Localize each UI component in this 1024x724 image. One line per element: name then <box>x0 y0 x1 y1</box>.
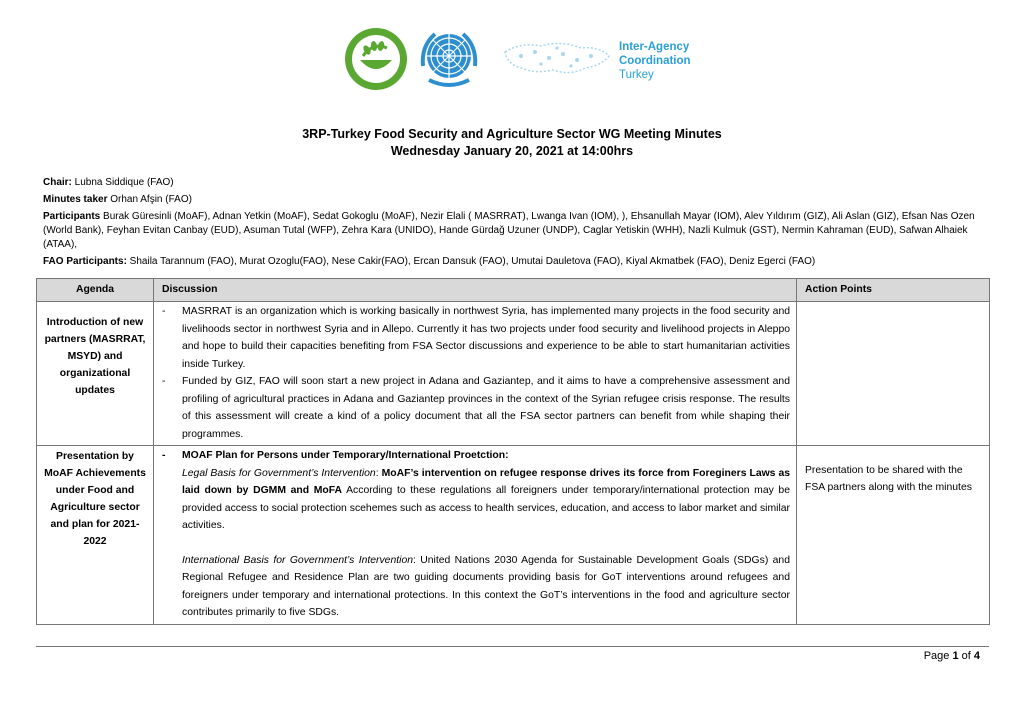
table-row <box>37 446 990 625</box>
logo-text-line: Turkey <box>619 69 654 81</box>
chair-line <box>43 176 985 190</box>
fao-participants-line <box>43 255 985 269</box>
discussion-bullet: - Funded by GIZ, FAO will soon start a new project in Adana and Gaziantep, and it aims to have a comprehensive assessment and profiling of agricultural practices in Adana and Gaziantep provinces in the context of the Syrian refugee crisis response. The results of this assessment will create a kind of a policy document that all the FSA sector partners can benefit from while shaping their programmes. <box>160 373 790 443</box>
page-prefix: Page <box>923 650 953 662</box>
page-total: 4 <box>973 650 980 662</box>
discussion-header: Discussion <box>154 279 797 302</box>
legal-basis-bold: MoAF’s intervention on refugee response drives its force from Foreginers Laws as laid down by DGMM and MoFA <box>182 467 791 496</box>
minutes-taker-label: Minutes taker <box>43 194 108 205</box>
participants-line <box>43 210 985 252</box>
un-logo-icon <box>415 26 483 92</box>
plan-title: - MOAF Plan for Persons under Temporary/International Proetction: <box>160 447 790 465</box>
fao-participants-value: Shaila Tarannum (FAO), Murat Ozoglu(FAO), Nese Cakir(FAO), Ercan Dansuk (FAO), Umutai Dauletova (FAO), Kiyal Akmatbek (FAO), Deniz Egerci (FAO) <box>126 256 816 267</box>
footer-divider <box>36 646 989 647</box>
discussion-cell <box>154 446 797 625</box>
document-title <box>0 126 1024 160</box>
minutes-taker-value: Orhan Afşin (FAO) <box>107 194 192 205</box>
fao-participants-label: FAO Participants: <box>43 256 127 267</box>
international-basis-label: International Basis for Government’s Intervention <box>182 554 413 566</box>
fao-logo-icon <box>343 26 409 92</box>
participants-value: Burak Güresinli (MoAF), Adnan Yetkin (MoAF), Sedat Gokoglu (MoAF), Nezir Elali ( MASRRAT), Lwanga Ivan (IOM), ), Ehsanullah Mayar (IOM), Alev Yıldırım (GIZ), Ali Aslan (GIZ), Efsan Nas Ozen (World Bank), Feyhan Evitan Canbay (EUD), Asuman Tutal (WFP), Zehra Kara (UNIDO), Hande Gürdağ Uzuner (UNDP), Caglar Yetiskin (WHH), Nazli Kulmuk (GST), Nermin Kahraman (EUD), Safwan Alhaiek (ATAA), <box>43 211 975 250</box>
title-line-2: Wednesday January 20, 2021 at 14:00hrs <box>390 144 634 158</box>
international-basis-text: : United Nations 2030 Agenda for Sustainable Development Goals (SDGs) and Regional Refugee and Residence Plan are two guiding documents providing basis for GoT interventions around refugees and foreigners under temporary and international protections. In this context the GoT’s interventions in the food and agriculture sector contributes primarily to five SDGs. <box>182 554 790 618</box>
chair-value: Lubna Siddique (FAO) <box>71 177 174 188</box>
legal-basis-label: Legal Basis for Government’s Intervention <box>182 467 376 479</box>
discussion-cell <box>154 302 797 446</box>
logo-text-line: Coordination <box>619 55 691 67</box>
agenda-header: Agenda <box>37 279 154 302</box>
international-basis-paragraph <box>160 552 790 622</box>
minutes-taker-line <box>43 193 985 207</box>
participants-label: Participants <box>43 211 101 222</box>
turkey-map-icon <box>501 34 613 84</box>
action-points-header: Action Points <box>797 279 990 302</box>
chair-label: Chair: <box>43 177 72 188</box>
agenda-cell: Presentation by MoAF Achievements under Food and Agriculture sector and plan for 2021-2022 <box>37 446 154 625</box>
agenda-cell: Introduction of new partners (MASRRAT, MSYD) and organizational updates <box>37 302 154 446</box>
discussion-bullet: - MASRRAT is an organization which is working basically in northwest Syria, has implemented many projects in the food security and livelihoods sector in northwest Syria and in Allepo. Currently it has two projects under food security and livelihood projects in Aleppo and hope to build their capacities benefiting from FSA Sector discussions and experience to be able to start humanitarian activities inside Turkey. <box>160 303 790 373</box>
meeting-meta <box>43 176 985 272</box>
inter-agency-coordination-logo-text <box>619 40 691 82</box>
page-current: 1 <box>952 650 959 662</box>
action-cell <box>797 302 990 446</box>
minutes-table <box>36 278 990 625</box>
table-row <box>37 302 990 446</box>
legal-basis-paragraph: Legal Basis for Government’s Intervention: MoAF’s intervention on refugee response drives its force from Foreginers Laws as laid down by DGMM and MoFA According to these regulations all foreigners under temporary/international protection may be provided access to social protection scehemes such as access to health services, education, and access to labor market and similar activities. <box>182 467 791 531</box>
legal-basis-text: According to these regulations all foreigners under temporary/international protection may be provided access to social protection scehemes such as access to health services, education, and access to labor market and similar activities. <box>182 485 790 531</box>
logo-text-line: Inter-Agency <box>619 41 690 53</box>
table-header-row <box>37 279 990 302</box>
page-number <box>924 650 980 662</box>
page-of: of <box>958 650 974 662</box>
action-cell: Presentation to be shared with the FSA partners along with the minutes <box>797 446 990 625</box>
title-line-1: 3RP-Turkey Food Security and Agriculture Sector WG Meeting Minutes <box>302 127 722 141</box>
